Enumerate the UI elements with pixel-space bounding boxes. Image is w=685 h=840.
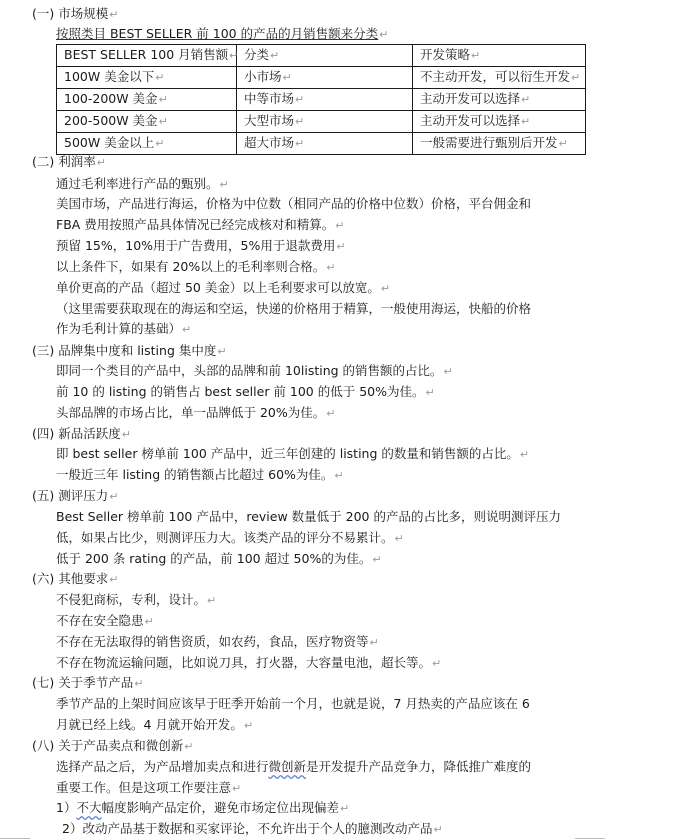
table-cell: 100W 美金以下↵: [57, 67, 237, 89]
body-line: 以上条件下，如果有 20%以上的毛利率则合格。↵: [56, 259, 336, 274]
body-line: 季节产品的上架时间应该早于旺季开始前一个月，也就是说，7 月热卖的产品应该在 6: [56, 696, 530, 711]
body-line: 通过毛利率进行产品的甄别。↵: [56, 176, 229, 191]
table-cell: 主动开发可以选择↵: [413, 89, 586, 111]
body-line: Best Seller 榜单前 100 产品中，review 数量低于 200 的产品的占比多，则说明测评压力: [56, 509, 561, 524]
body-line: 单价更高的产品（超过 50 美金）以上毛利要求可以放宽。↵: [56, 280, 391, 295]
body-line: 低于 200 条 rating 的产品，前 100 超过 50%的为佳。↵: [56, 551, 382, 566]
section-heading-other-requirements: (六) 其他要求↵: [32, 571, 119, 586]
body-line: 美国市场，产品进行海运，价格为中位数（相同产品的价格中位数）价格，平台佣金和: [56, 196, 532, 211]
body-line: 预留 15%，10%用于广告费用，5%用于退款费用↵: [56, 238, 346, 253]
table-cell: 不主动开发，可以衍生开发↵: [413, 67, 586, 89]
section-heading-selling-points: (八) 关于产品卖点和微创新↵: [32, 738, 194, 753]
list-item: 2）改动产品基于数据和买家评论，不允许出于个人的臆测改动产品↵: [62, 821, 443, 836]
body-line: 不存在物流运输问题，比如说刀具，打火器，大容量电池，超长等。↵: [56, 655, 442, 670]
section-heading-seasonal-products: (七) 关于季节产品↵: [32, 675, 144, 690]
body-line: 即同一个类目的产品中，头部的品牌和前 10listing 的销售额的占比。↵: [56, 363, 453, 378]
table-cell: 超大市场↵: [237, 133, 413, 155]
section-heading-brand-concentration: (三) 品牌集中度和 listing 集中度↵: [32, 343, 227, 358]
list-item: 1）不大幅度影响产品定价，避免市场定位出现偏差↵: [56, 800, 350, 815]
body-line: （这里需要获取现在的海运和空运，快递的价格用于精算，一般使用海运，快船的价格: [56, 301, 532, 316]
body-line: 不存在无法取得的销售资质，如农药，食品，医疗物资等↵: [56, 634, 379, 649]
body-line: 低，如果占比少，则测评压力大。该类产品的评分不易累计。↵: [56, 530, 404, 545]
body-line: 一般近三年 listing 的销售额占比超过 60%为佳。↵: [56, 467, 344, 482]
table-row: [57, 133, 586, 155]
page-corner-mark: [0, 838, 30, 839]
section-heading-new-product-activity: (四) 新品活跃度↵: [32, 426, 131, 441]
market-size-table: [56, 44, 586, 155]
table-cell: 小市场↵: [237, 67, 413, 89]
table-header-cell: BEST SELLER 100 月销售额↵: [57, 45, 237, 67]
page-corner-mark: [575, 838, 605, 839]
section-heading-profit-margin: (二) 利润率↵: [32, 154, 106, 169]
market-size-intro: 按照类目 BEST SELLER 前 100 的产品的月销售额来分类↵: [56, 26, 389, 41]
spellcheck-flagged-word: 不大: [76, 800, 102, 815]
table-header-cell: 开发策略↵: [413, 45, 586, 67]
table-header-row: [57, 45, 586, 67]
body-line: 不存在安全隐患↵: [56, 613, 154, 628]
table-cell: 中等市场↵: [237, 89, 413, 111]
spellcheck-flagged-word: 微创新: [268, 759, 307, 774]
body-line: 作为毛利计算的基础）↵: [56, 321, 192, 336]
table-row: [57, 89, 586, 111]
body-line: 月就已经上线。4 月就开始开发。↵: [56, 717, 254, 732]
table-cell: 500W 美金以上↵: [57, 133, 237, 155]
body-line: 选择产品之后，为产品增加卖点和进行微创新是开发提升产品竞争力，降低推广难度的: [56, 759, 532, 774]
body-line: 头部品牌的市场占比，单一品牌低于 20%为佳。↵: [56, 405, 336, 420]
body-line: FBA 费用按照产品具体情况已经完成核对和精算。↵: [56, 217, 345, 232]
table-cell: 主动开发可以选择↵: [413, 111, 586, 133]
section-heading-market-size: (一) 市场规模↵: [32, 6, 119, 21]
table-cell: 大型市场↵: [237, 111, 413, 133]
body-line: 前 10 的 listing 的销售占 best seller 前 100 的低于 50%为佳。↵: [56, 384, 435, 399]
table-cell: 100-200W 美金↵: [57, 89, 237, 111]
table-row: [57, 67, 586, 89]
table-row: [57, 111, 586, 133]
section-heading-review-pressure: (五) 测评压力↵: [32, 488, 119, 503]
body-line: 即 best seller 榜单前 100 产品中，近三年创建的 listing 的数量和销售额的占比。↵: [56, 446, 530, 461]
body-line: 不侵犯商标，专利，设计。↵: [56, 592, 217, 607]
table-cell: 一般需要进行甄别后开发↵: [413, 133, 586, 155]
table-header-cell: 分类↵: [237, 45, 413, 67]
table-cell: 200-500W 美金↵: [57, 111, 237, 133]
body-line: 重要工作。但是这项工作要注意↵: [56, 780, 242, 795]
